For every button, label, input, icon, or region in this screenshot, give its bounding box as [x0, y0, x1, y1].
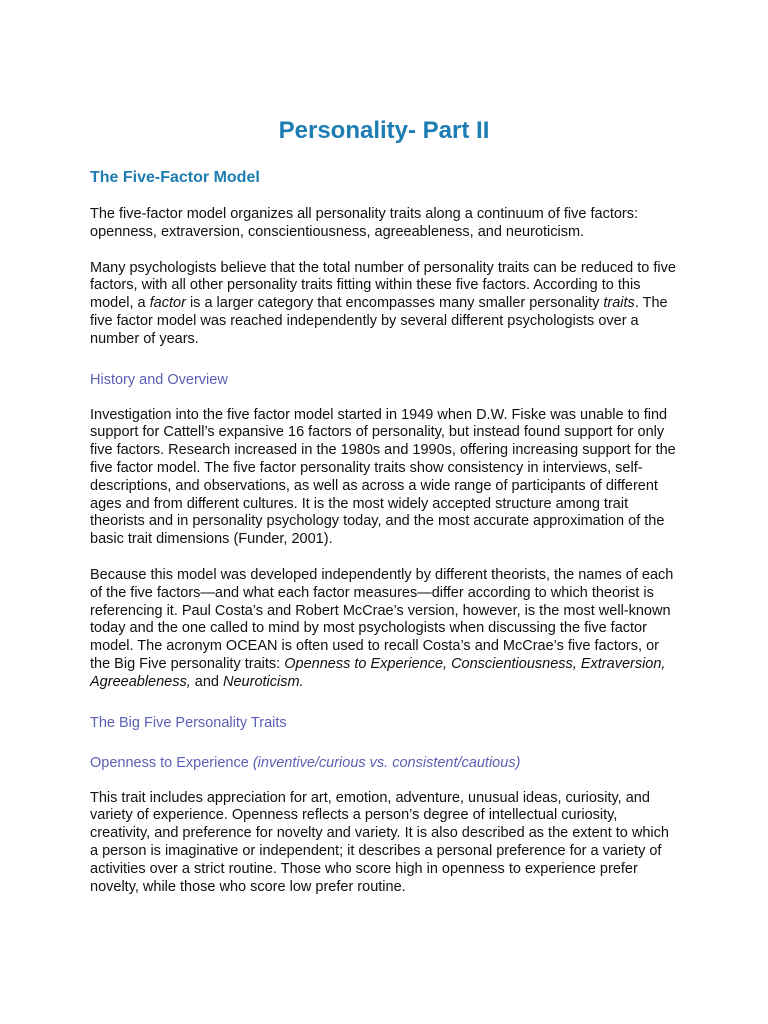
text-run: and: [190, 673, 224, 690]
emphasis-traits: traits: [603, 295, 635, 312]
paragraph-history: Investigation into the five factor model started in 1949 when D.W. Fiske was unable to find support for Cattell’s expansive 16 factors of personality, but instead found support for only five factors. Research increased in the 1980s and 1990s, offering increasing support for the five factor model. The five factor personality traits show consistency in interviews, self-descriptions, and observations, as well as across a wide range of participants of different ages and from different cultures. It is the most widely accepted structure among trait theorists and in personality psychology today, and the most accurate approximation of the basic trait dimensions (Funder, 2001).: [90, 406, 676, 548]
text-run: is a larger category that encompasses many smaller personality: [185, 295, 604, 312]
subheading-big-five: The Big Five Personality Traits: [90, 714, 287, 731]
text-run: . The five factor model was reached independently by several different psychologists over a number of years.: [90, 295, 668, 347]
openness-label: Openness to Experience: [90, 754, 249, 771]
subheading-openness: [90, 754, 678, 772]
emphasis-factor: factor: [149, 295, 186, 312]
text-run: Many psychologists believe that the total number of personality traits can be reduced to five factors, with all other personality traits fitting within these five factors. According to this model, a: [90, 259, 676, 312]
openness-note: (inventive/curious vs. consistent/cautious): [252, 754, 521, 771]
paragraph-five-factor-reduction: [90, 260, 678, 349]
paragraph-openness: This trait includes appreciation for art, emotion, adventure, unusual ideas, curiosity, and variety of experience. Openness reflects a person’s degree of intellectual curiosity, creativity, and preference for novelty and variety. It is also described as the extent to which a person is imaginative or independent; it describes a personal preference for a variety of activities over a strict routine. Those who score high in openness to experience prefer novelty, while those who score low prefer routine.: [90, 789, 669, 895]
page-title: Personality- Part II: [278, 117, 490, 144]
text-run: Because this model was developed independently by different theorists, the names of each of the five factors—and what each factor measures—differ according to which theorist is referencing it. Paul Costa’s and Robert McCrae’s version, however, is the most well-known today and the one called to mind by most psychologists when discussing the five factor model. The acronym OCEAN is often used to recall Costa’s and McCrae’s five factors, or the Big Five personality traits:: [90, 566, 674, 672]
emphasis-neuroticism: Neuroticism.: [223, 673, 304, 690]
emphasis-trait-list: Openness to Experience, Conscientiousness, Extraversion, Agreeableness,: [90, 655, 666, 690]
paragraph-five-factor-intro: The five-factor model organizes all personality traits along a continuum of five factors: openness, extraversion, conscientiousness, agreeableness, and neuroticism.: [90, 206, 639, 240]
subheading-history-overview: History and Overview: [90, 371, 228, 388]
section-heading-five-factor-model: The Five-Factor Model: [90, 169, 260, 186]
paragraph-ocean: [90, 567, 678, 692]
